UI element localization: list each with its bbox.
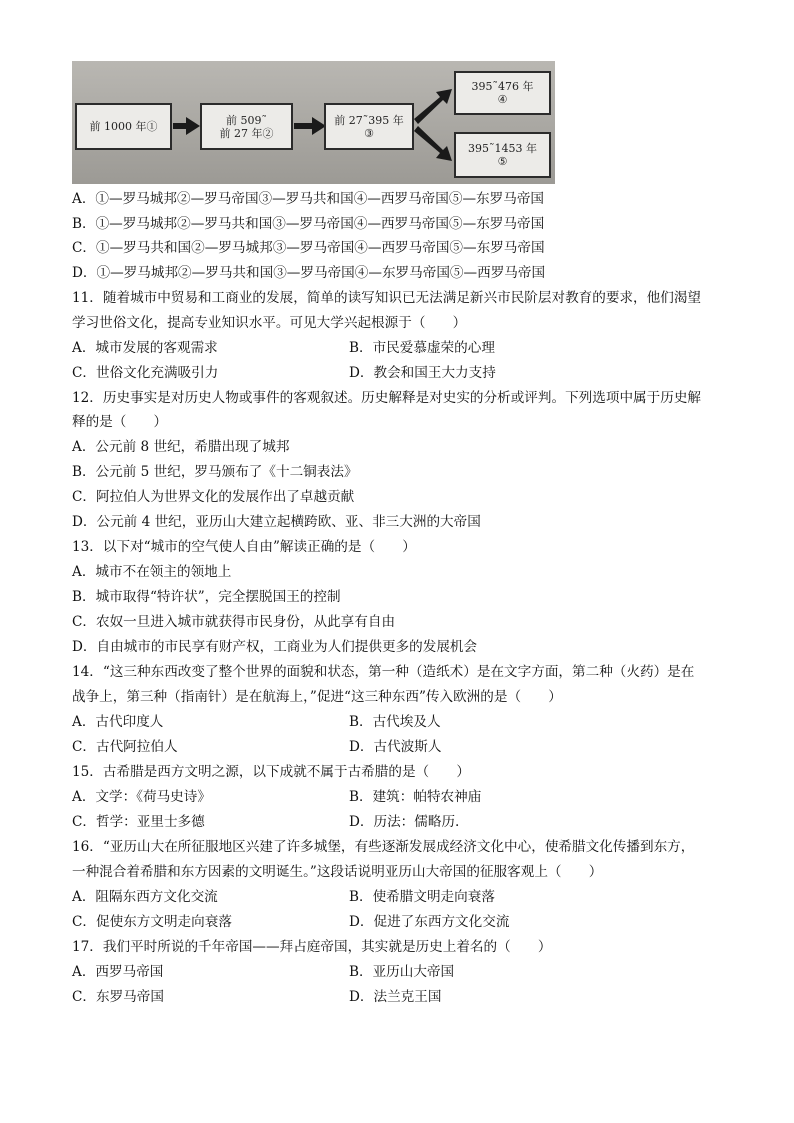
q11-stem-line-2: 学习世俗文化，提高专业知识水平。可见大学兴起根源于（ ） <box>72 315 467 331</box>
q15-option-c: C．哲学：亚里士多德 <box>72 814 205 830</box>
q12-stem-line-2: 释的是（ ） <box>72 414 168 430</box>
q13-option-a: A．城市不在领主的领地上 <box>72 564 232 580</box>
box-text: 前 509˜ <box>226 113 267 127</box>
q14-option-c: C．古代阿拉伯人 <box>72 739 178 755</box>
q12-option-a: A．公元前 8 世纪，希腊出现了城邦 <box>72 439 290 455</box>
fork-arrow-down <box>414 126 452 161</box>
q14-option-d: D．古代波斯人 <box>349 739 442 755</box>
q11-option-d: D．教会和国王大力支持 <box>349 365 496 381</box>
q11-option-c: C．世俗文化充满吸引力 <box>72 365 219 381</box>
q12-stem-line-1: 12．历史事实是对历史人物或事件的客观叙述。历史解释是对史实的分析或评判。下列选项中属于历史解 <box>72 390 702 406</box>
timeline-box-4 <box>454 71 551 115</box>
timeline-diagram-photo <box>72 61 555 184</box>
q13-option-b: B．城市取得“特许状”，完全摆脱国王的控制 <box>72 589 341 605</box>
q15-option-b: B．建筑：帕特农神庙 <box>349 789 482 805</box>
arrow-1-head <box>186 117 200 135</box>
timeline-box-2 <box>200 103 293 150</box>
q17-option-d: D．法兰克王国 <box>349 989 442 1005</box>
q17-option-c: C．东罗马帝国 <box>72 989 164 1005</box>
q10-option-b: B．①—罗马城邦②—罗马共和国③—罗马帝国④—西罗马帝国⑤—东罗马帝国 <box>72 216 545 232</box>
q15-stem: 15．古希腊是西方文明之源，以下成就不属于古希腊的是（ ） <box>72 764 470 780</box>
arrow-1-shaft <box>173 123 187 129</box>
arrow-2-shaft <box>294 123 314 129</box>
q16-option-a: A．阻隔东西方文化交流 <box>72 889 218 905</box>
q14-option-b: B．古代埃及人 <box>349 714 441 730</box>
q14-option-a: A．古代印度人 <box>72 714 164 730</box>
q16-option-d: D．促进了东西方文化交流 <box>349 914 510 930</box>
fork-arrow-up <box>414 89 452 124</box>
q12-option-d: D．公元前 4 世纪，亚历山大建立起横跨欧、亚、非三大洲的大帝国 <box>72 514 481 530</box>
q10-option-d: D．①—罗马城邦②—罗马共和国③—罗马帝国④—东罗马帝国⑤—西罗马帝国 <box>72 265 546 281</box>
box-text: 前 1000 年① <box>89 120 158 133</box>
q12-option-c: C．阿拉伯人为世界文化的发展作出了卓越贡献 <box>72 489 355 505</box>
q11-option-b: B．市民爱慕虚荣的心理 <box>349 340 495 356</box>
box-text: ④ <box>497 93 508 106</box>
q11-option-a: A．城市发展的客观需求 <box>72 340 218 356</box>
q13-stem: 13．以下对“城市的空气使人自由”解读正确的是（ ） <box>72 539 416 555</box>
q10-option-c: C．①—罗马共和国②—罗马城邦③—罗马帝国④—西罗马帝国⑤—东罗马帝国 <box>72 240 545 256</box>
q13-option-c: C．农奴一旦进入城市就获得市民身份，从此享有自由 <box>72 614 396 630</box>
box-text: 前 27˜395 年 <box>334 113 404 127</box>
q16-stem-line-2: 一种混合着希腊和东方因素的文明诞生。”这段话说明亚历山大帝国的征服客观上（ ） <box>72 864 603 880</box>
timeline-box-1 <box>75 103 172 150</box>
q17-option-a: A．西罗马帝国 <box>72 964 164 980</box>
timeline-box-5 <box>454 132 551 178</box>
q11-stem-line-1: 11．随着城市中贸易和工商业的发展，简单的读写知识已无法满足新兴市民阶层对教育的要求，他们渴望 <box>72 290 702 306</box>
q15-option-a: A．文学：《荷马史诗》 <box>72 789 211 805</box>
q16-option-b: B．使希腊文明走向衰落 <box>349 889 495 905</box>
q13-option-d: D．自由城市的市民享有财产权，工商业为人们提供更多的发展机会 <box>72 639 478 655</box>
timeline-box-3 <box>324 103 414 150</box>
box-text: 前 27 年② <box>219 126 274 140</box>
q16-stem-line-1: 16．“亚历山大在所征服地区兴建了许多城堡，有些逐渐发展成经济文化中心，使希腊文化传播到东方， <box>72 839 695 855</box>
q14-stem-line-2: 战争上，第三种（指南针）是在航海上，”促进“这三种东西”传入欧洲的是（ ） <box>72 689 562 705</box>
q12-option-b: B．公元前 5 世纪，罗马颁布了《十二铜表法》 <box>72 464 358 480</box>
box-text: 395˜1453 年 <box>468 142 537 155</box>
q10-option-a: A．①—罗马城邦②—罗马帝国③—罗马共和国④—西罗马帝国⑤—东罗马帝国 <box>72 191 545 207</box>
q17-option-b: B．亚历山大帝国 <box>349 964 455 980</box>
fork-arrows <box>414 81 454 171</box>
q16-option-c: C．促使东方文明走向衰落 <box>72 914 232 930</box>
q15-option-d: D．历法：儒略历. <box>349 814 460 830</box>
q17-stem: 17．我们平时所说的千年帝国——拜占庭帝国，其实就是历史上着名的（ ） <box>72 939 552 955</box>
box-text: ③ <box>364 126 374 140</box>
box-text: ⑤ <box>497 155 508 168</box>
q14-stem-line-1: 14．“这三种东西改变了整个世界的面貌和状态，第一种（造纸术）是在文字方面，第二种（火药）是在 <box>72 664 695 680</box>
box-text: 395˜476 年 <box>471 80 534 93</box>
